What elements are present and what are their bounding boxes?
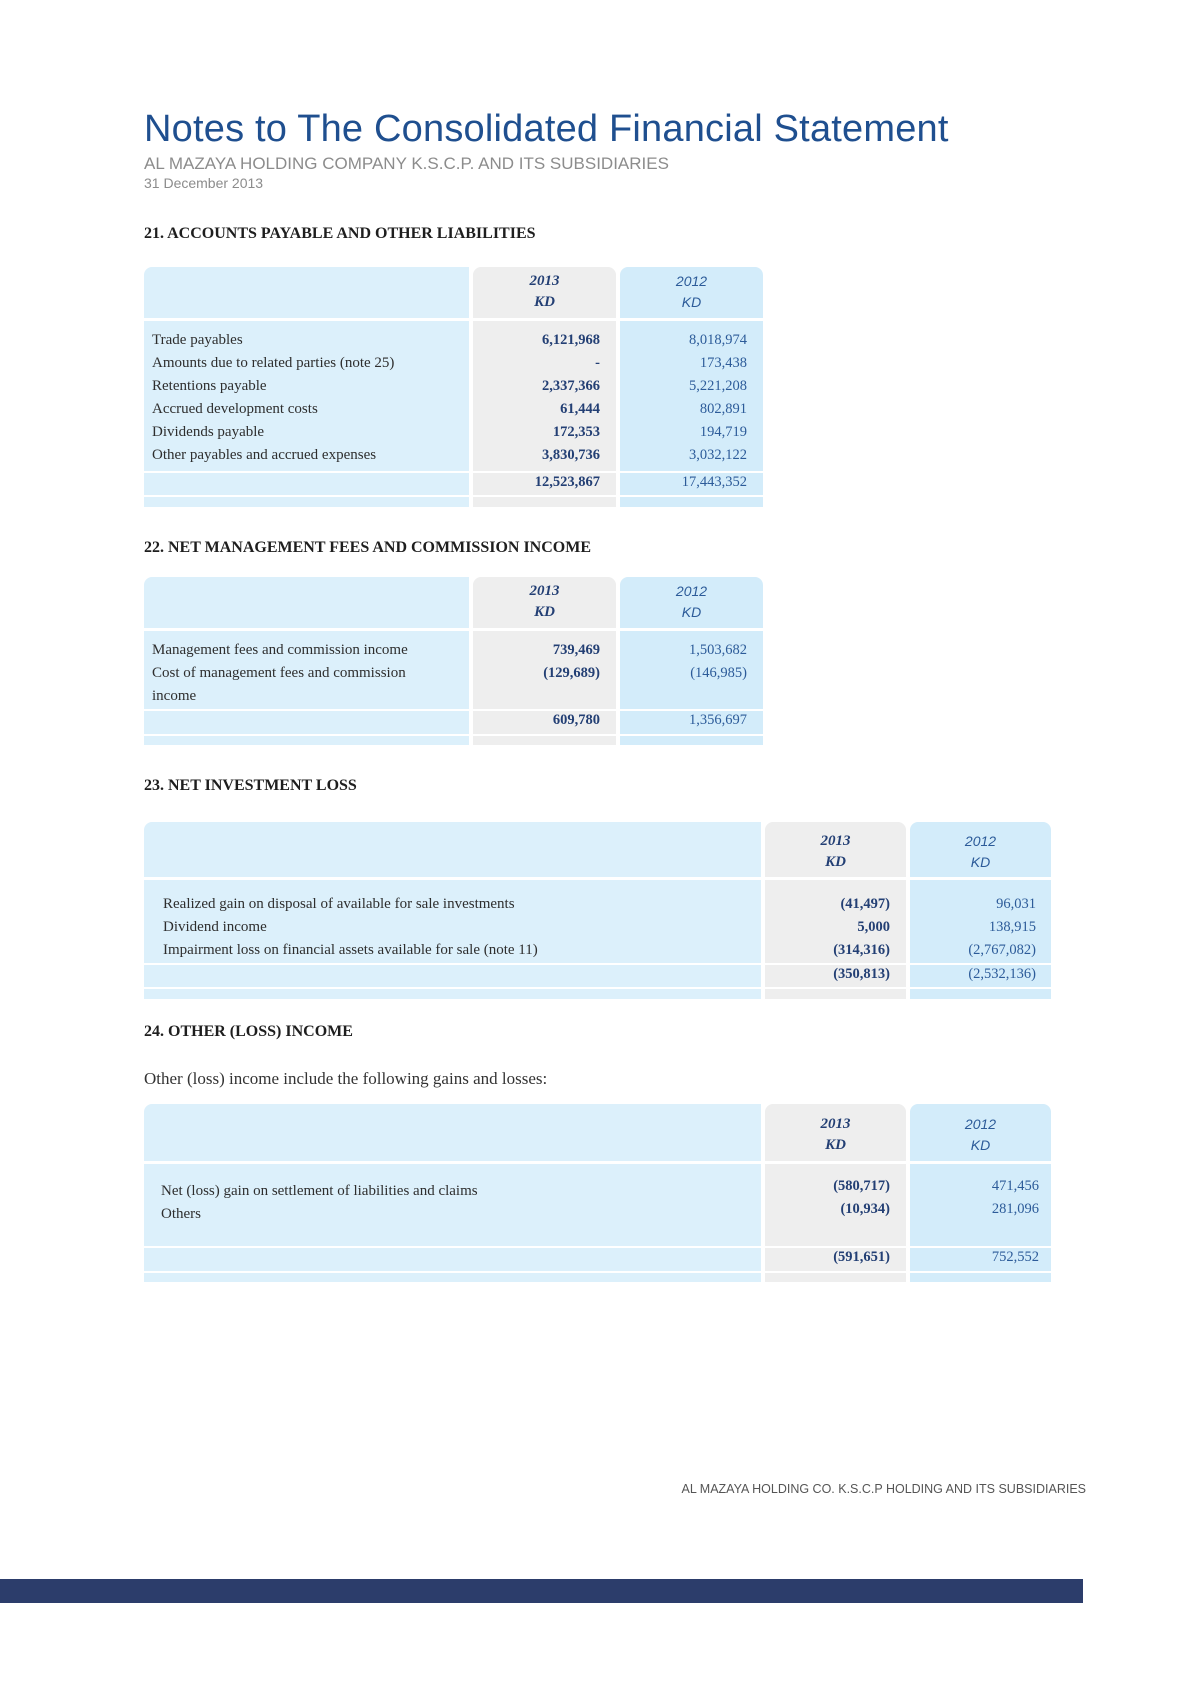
value-2013: 61,444	[560, 401, 600, 417]
header-divider	[144, 877, 1051, 880]
year-2013: 2013	[820, 833, 851, 849]
value-2013: 5,000	[857, 919, 890, 935]
company-name: AL MAZAYA HOLDING COMPANY K.S.C.P. AND ITS SUBSIDIARIES	[144, 154, 669, 173]
value-2012: 138,915	[988, 919, 1036, 935]
unit-2012: KD	[681, 294, 702, 310]
header-2012	[910, 831, 1051, 873]
row-label: Dividends payable	[152, 424, 265, 440]
header-divider	[144, 1161, 1051, 1164]
total-2012: 752,552	[991, 1249, 1039, 1265]
management-fees-table	[144, 577, 763, 745]
unit-2013: KD	[534, 294, 555, 310]
value-2013: (580,717)	[833, 1178, 890, 1194]
unit-2013: KD	[534, 604, 555, 620]
value-2013: -	[595, 355, 600, 371]
value-2012: 173,438	[699, 355, 747, 371]
value-2013: 739,469	[552, 642, 600, 658]
total-underline	[144, 734, 763, 736]
other-income-table	[144, 1104, 1051, 1282]
value-2013: 2,337,366	[542, 378, 600, 394]
row-label: Trade payables	[152, 332, 243, 348]
header-2013	[765, 1114, 906, 1156]
total-2013: (591,651)	[833, 1249, 890, 1265]
unit-2012: KD	[970, 854, 991, 870]
value-2013: (314,316)	[833, 942, 890, 958]
row-label: Net (loss) gain on settlement of liabilities and claims	[161, 1183, 478, 1199]
value-2012: 5,221,208	[689, 378, 747, 394]
row-label: Accrued development costs	[152, 401, 318, 417]
total-2013: (350,813)	[833, 966, 890, 982]
total-2012: (2,532,136)	[968, 966, 1036, 982]
value-2012: 194,719	[699, 424, 747, 440]
header-2012	[910, 1114, 1051, 1156]
value-2012: (146,985)	[690, 665, 747, 681]
row-label: Other payables and accrued expenses	[152, 447, 377, 463]
row-label: Others	[161, 1206, 201, 1222]
value-2013: (10,934)	[840, 1201, 890, 1217]
section-24-intro: Other (loss) income include the following gains and losses:	[144, 1069, 548, 1088]
header-2013	[765, 831, 906, 873]
total-underline	[144, 1271, 1051, 1273]
value-2012: 8,018,974	[689, 332, 747, 348]
header-2012	[620, 271, 763, 313]
row-label: Amounts due to related parties (note 25)	[152, 355, 395, 371]
header-divider	[144, 628, 763, 631]
value-2012: 1,503,682	[689, 642, 747, 658]
section-23-heading: 23. NET INVESTMENT LOSS	[144, 777, 357, 794]
total-2013: 609,780	[552, 712, 600, 728]
year-2012: 2012	[964, 1116, 997, 1132]
total-2013: 12,523,867	[534, 474, 600, 490]
row-label: Dividend income	[163, 919, 267, 935]
header-2013	[473, 271, 616, 313]
year-2013: 2013	[529, 273, 560, 289]
net-investment-loss-table	[144, 822, 1051, 999]
unit-2013: KD	[825, 1137, 846, 1153]
footer-company: AL MAZAYA HOLDING CO. K.S.C.P HOLDING AND ITS SUBSIDIARIES	[681, 1482, 1086, 1496]
year-2013: 2013	[529, 583, 560, 599]
row-label: Impairment loss on financial assets available for sale (note 11)	[163, 942, 538, 958]
total-underline	[144, 987, 1051, 989]
footer-bar	[0, 1579, 1083, 1603]
year-2012: 2012	[675, 273, 708, 289]
header-2012	[620, 581, 763, 623]
row-label: Cost of management fees and commission	[152, 665, 406, 681]
page-title: Notes to The Consolidated Financial Statement	[144, 108, 949, 150]
statement-date: 31 December 2013	[144, 175, 264, 191]
unit-2012: KD	[681, 604, 702, 620]
row-label: Management fees and commission income	[152, 642, 408, 658]
row-label: Realized gain on disposal of available for sale investments	[163, 896, 515, 912]
year-2013: 2013	[820, 1116, 851, 1132]
total-2012: 17,443,352	[681, 474, 747, 490]
row-label: Retentions payable	[152, 378, 267, 394]
row-label-continued: income	[152, 688, 197, 704]
header-2013	[473, 581, 616, 623]
value-2012: 281,096	[991, 1201, 1039, 1217]
value-2013: (129,689)	[543, 665, 600, 681]
value-2012: 802,891	[699, 401, 747, 417]
value-2013: 172,353	[552, 424, 600, 440]
unit-2013: KD	[825, 854, 846, 870]
value-2012: 471,456	[991, 1178, 1039, 1194]
value-2012: 96,031	[996, 896, 1036, 912]
value-2013: 6,121,968	[542, 332, 600, 348]
section-21-heading: 21. ACCOUNTS PAYABLE AND OTHER LIABILITIES	[144, 225, 536, 242]
value-2013: (41,497)	[840, 896, 890, 912]
accounts-payable-table	[144, 267, 763, 507]
header-divider	[144, 318, 763, 321]
unit-2012: KD	[970, 1137, 991, 1153]
year-2012: 2012	[675, 583, 708, 599]
total-underline	[144, 495, 763, 497]
section-24-heading: 24. OTHER (LOSS) INCOME	[144, 1023, 353, 1040]
year-2012: 2012	[964, 833, 997, 849]
value-2013: 3,830,736	[542, 447, 600, 463]
value-2012: (2,767,082)	[968, 942, 1036, 958]
total-2012: 1,356,697	[689, 712, 747, 728]
value-2012: 3,032,122	[689, 447, 747, 463]
section-22-heading: 22. NET MANAGEMENT FEES AND COMMISSION INCOME	[144, 539, 592, 556]
